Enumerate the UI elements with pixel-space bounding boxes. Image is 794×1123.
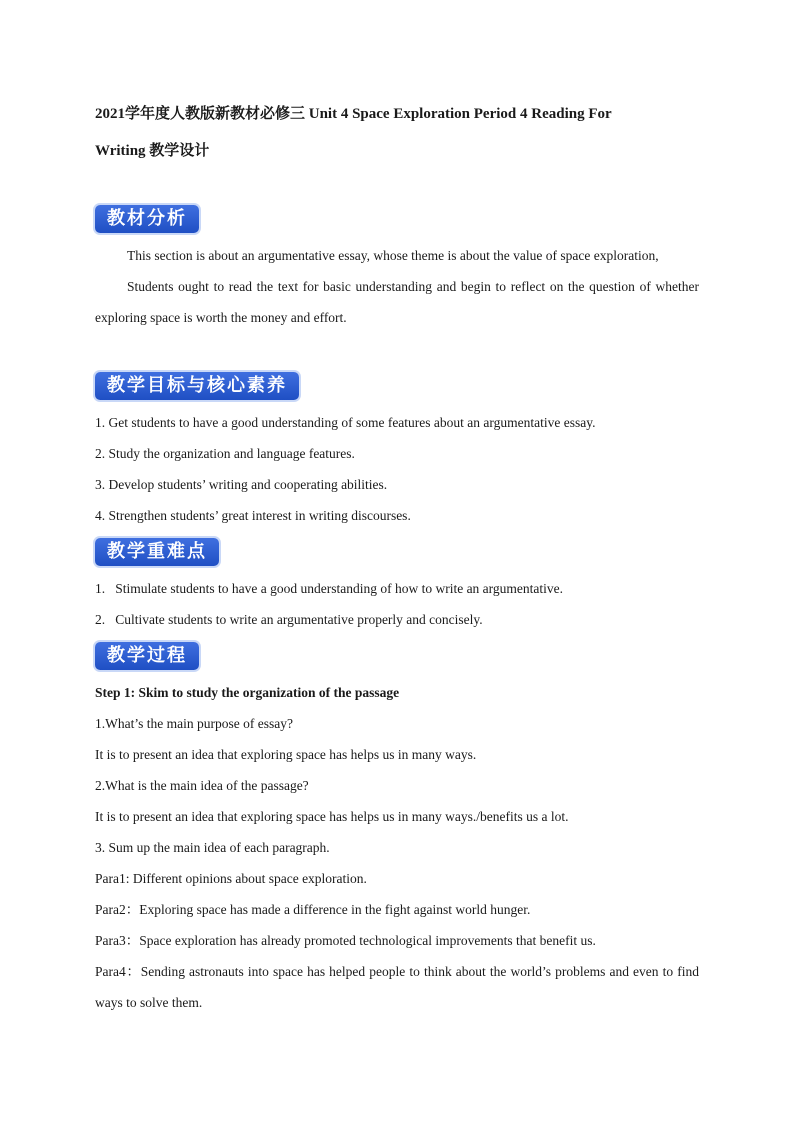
- process-line-7: Para2：Exploring space has made a difference in the fight against world hunger.: [95, 902, 531, 917]
- analysis-paragraph-2: Students ought to read the text for basic understanding and begin to reflect on the question of whether exploring space is worth the money and effort.: [95, 279, 699, 325]
- title-line-1: 2021学年度人教版新教材必修三 Unit 4 Space Exploration Period 4 Reading For: [95, 106, 612, 122]
- section-heading-process: 教学过程: [95, 642, 199, 670]
- process-line-4: It is to present an idea that exploring space has helps us in many ways./benefits us a lot.: [95, 809, 569, 824]
- process-line-2: It is to present an idea that exploring space has helps us in many ways.: [95, 747, 477, 762]
- section-difficulties: [95, 538, 699, 566]
- goal-item-2: 2. Study the organization and language features.: [95, 446, 355, 461]
- process-line-6: Para1: Different opinions about space exploration.: [95, 871, 367, 886]
- section-heading-goals: 教学目标与核心素养: [95, 372, 299, 400]
- process-line-3: 2.What is the main idea of the passage?: [95, 778, 309, 793]
- document-title: [95, 96, 699, 170]
- goal-item-3: 3. Develop students’ writing and cooperating abilities.: [95, 477, 388, 492]
- section-heading-analysis: 教材分析: [95, 205, 199, 233]
- section-process: [95, 642, 699, 670]
- section-heading-difficulties: 教学重难点: [95, 538, 219, 566]
- analysis-body: [95, 240, 699, 333]
- process-line-9: Para4：Sending astronauts into space has helped people to think about the world’s problems and even to find ways to solve them.: [95, 964, 699, 1010]
- step-1-title: Step 1: Skim to study the organization of the passage: [95, 685, 400, 700]
- process-line-5: 3. Sum up the main idea of each paragraph.: [95, 840, 330, 855]
- process-line-1: 1.What’s the main purpose of essay?: [95, 716, 293, 731]
- section-goals: [95, 372, 699, 400]
- process-line-8: Para3：Space exploration has already promoted technological improvements that benefit us.: [95, 933, 596, 948]
- goal-item-1: 1. Get students to have a good understanding of some features about an argumentative essay.: [95, 415, 596, 430]
- difficulty-item-2: 2. Cultivate students to write an argumentative properly and concisely.: [95, 612, 483, 627]
- section-analysis: [95, 205, 699, 233]
- goals-list: [95, 407, 699, 531]
- difficulties-list: [95, 573, 699, 635]
- title-line-2: Writing 教学设计: [95, 143, 210, 159]
- goal-item-4: 4. Strengthen students’ great interest in writing discourses.: [95, 508, 411, 523]
- analysis-paragraph-1: This section is about an argumentative essay, whose theme is about the value of space exploration,: [127, 248, 659, 263]
- process-body: [95, 677, 699, 1018]
- difficulty-item-1: 1. Stimulate students to have a good understanding of how to write an argumentative.: [95, 581, 564, 596]
